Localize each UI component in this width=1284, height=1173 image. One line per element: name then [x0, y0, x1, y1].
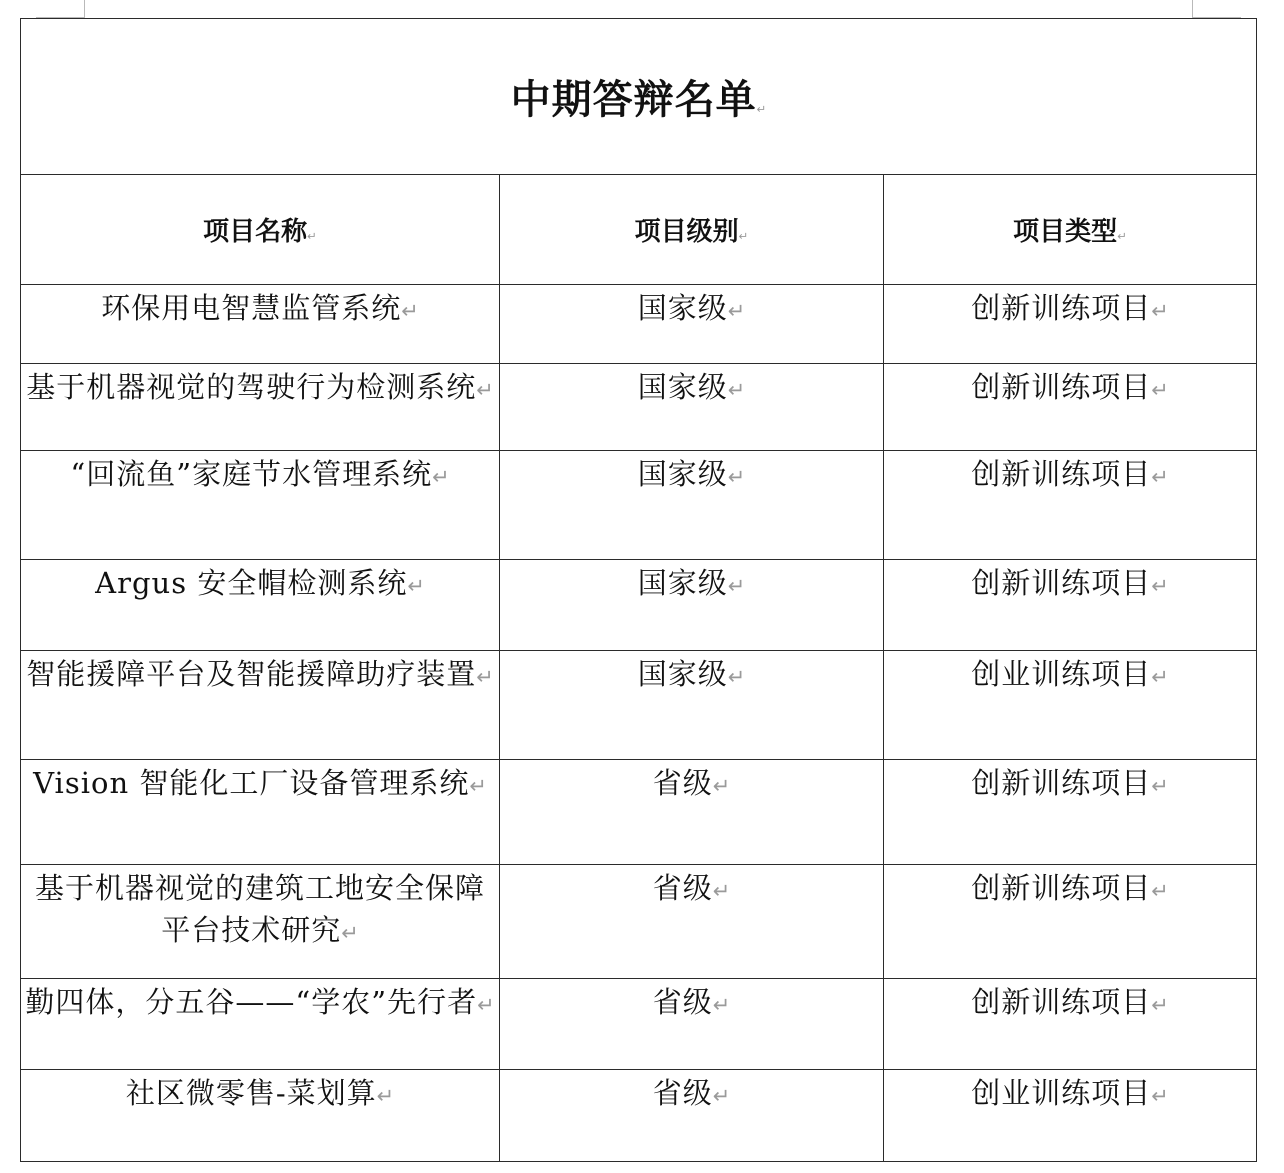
project-name-cell[interactable] [21, 865, 500, 979]
paragraph-mark-icon: ↵ [712, 993, 731, 1017]
table-row [21, 760, 1257, 865]
paragraph-mark-icon: ↵ [476, 378, 494, 402]
paragraph-mark-icon: ↵ [1151, 574, 1169, 598]
project-level: 省级 [652, 985, 713, 1019]
project-name: 环保用电智慧监管系统 [101, 291, 402, 325]
project-name-cell[interactable] [21, 979, 500, 1070]
project-type: 创业训练项目 [971, 657, 1152, 691]
project-type-cell[interactable] [884, 979, 1257, 1070]
paragraph-mark-icon: ↵ [727, 665, 746, 689]
project-name: “回流鱼”家庭节水管理系统 [70, 457, 433, 491]
title-cell[interactable] [21, 19, 1257, 175]
project-name: Argus 安全帽检测系统 [95, 566, 408, 600]
project-name-cell[interactable] [21, 1070, 500, 1162]
project-name: 勤四体，分五谷——“学农”先行者 [25, 985, 478, 1019]
paragraph-mark-icon: ↵ [1151, 1084, 1169, 1108]
paragraph-mark-icon: ↵ [1117, 229, 1127, 243]
project-type-cell[interactable] [884, 560, 1257, 651]
project-level: 国家级 [637, 291, 728, 325]
table-row [21, 651, 1257, 760]
table-row [21, 979, 1257, 1070]
project-level-cell[interactable] [500, 979, 884, 1070]
project-type-cell[interactable] [884, 1070, 1257, 1162]
paragraph-mark-icon: ↵ [727, 378, 746, 402]
header-cell-level[interactable] [500, 175, 884, 285]
paragraph-mark-icon: ↵ [727, 465, 746, 489]
title-row [21, 19, 1257, 175]
project-type: 创新训练项目 [971, 566, 1152, 600]
project-level: 省级 [652, 871, 713, 905]
header-row [21, 175, 1257, 285]
project-type-cell[interactable] [884, 451, 1257, 560]
project-level-cell[interactable] [500, 1070, 884, 1162]
project-name: 智能援障平台及智能援障助疗装置 [26, 657, 477, 691]
project-level-cell[interactable] [500, 760, 884, 865]
project-level-cell[interactable] [500, 451, 884, 560]
paragraph-mark-icon: ↵ [469, 774, 487, 798]
header-cell-name[interactable] [21, 175, 500, 285]
paragraph-mark-icon: ↵ [727, 574, 746, 598]
project-level: 国家级 [637, 566, 728, 600]
project-type: 创新训练项目 [971, 370, 1152, 404]
paragraph-mark-icon: ↵ [712, 774, 731, 798]
paragraph-mark-icon: ↵ [712, 879, 731, 903]
document-page [20, 18, 1256, 1161]
project-level-cell[interactable] [500, 560, 884, 651]
paragraph-mark-icon: ↵ [727, 299, 746, 323]
project-level-cell[interactable] [500, 364, 884, 451]
paragraph-mark-icon: ↵ [1151, 378, 1169, 402]
header-project-level: 项目级别 [634, 217, 739, 247]
header-cell-type[interactable] [884, 175, 1257, 285]
project-name: 基于机器视觉的驾驶行为检测系统 [26, 370, 477, 404]
project-name-cell[interactable] [21, 285, 500, 364]
project-type: 创新训练项目 [971, 291, 1152, 325]
project-name: 基于机器视觉的建筑工地安全保障平台技术研究 [34, 871, 485, 947]
project-type: 创新训练项目 [971, 871, 1152, 905]
paragraph-mark-icon: ↵ [307, 229, 317, 243]
paragraph-mark-icon: ↵ [1151, 299, 1169, 323]
paragraph-mark-icon: ↵ [1151, 665, 1169, 689]
paragraph-mark-icon: ↵ [1151, 879, 1169, 903]
crop-mark [84, 0, 85, 18]
project-name-cell[interactable] [21, 651, 500, 760]
project-level: 省级 [652, 1076, 713, 1110]
project-level-cell[interactable] [500, 865, 884, 979]
project-level: 国家级 [637, 657, 728, 691]
project-level: 省级 [652, 766, 713, 800]
paragraph-mark-icon: ↵ [401, 299, 419, 323]
project-type-cell[interactable] [884, 651, 1257, 760]
table-row [21, 560, 1257, 651]
table-row [21, 285, 1257, 364]
project-name-cell[interactable] [21, 364, 500, 451]
paragraph-mark-icon: ↵ [712, 1084, 731, 1108]
project-name-cell[interactable] [21, 560, 500, 651]
project-level-cell[interactable] [500, 651, 884, 760]
project-type-cell[interactable] [884, 285, 1257, 364]
project-level: 国家级 [637, 457, 728, 491]
project-name-cell[interactable] [21, 451, 500, 560]
project-name: 社区微零售-菜划算 [125, 1076, 377, 1110]
project-level: 国家级 [637, 370, 728, 404]
project-type-cell[interactable] [884, 364, 1257, 451]
project-type-cell[interactable] [884, 865, 1257, 979]
paragraph-mark-icon: ↵ [341, 921, 359, 945]
table-row [21, 865, 1257, 979]
paragraph-mark-icon: ↵ [477, 993, 495, 1017]
paragraph-mark-icon: ↵ [376, 1084, 395, 1108]
project-type: 创新训练项目 [971, 766, 1152, 800]
table-row [21, 451, 1257, 560]
project-name: Vision 智能化工厂设备管理系统 [33, 766, 470, 800]
project-type-cell[interactable] [884, 760, 1257, 865]
paragraph-mark-icon: ↵ [738, 229, 749, 243]
header-project-type: 项目类型 [1013, 217, 1118, 247]
paragraph-mark-icon: ↵ [432, 465, 450, 489]
table-row [21, 364, 1257, 451]
table-title: 中期答辩名单 [510, 77, 757, 123]
table-row [21, 1070, 1257, 1162]
defense-roster-table [20, 18, 1257, 1162]
project-level-cell[interactable] [500, 285, 884, 364]
paragraph-mark-icon: ↵ [476, 665, 494, 689]
header-project-name: 项目名称 [203, 217, 308, 247]
project-name-cell[interactable] [21, 760, 500, 865]
paragraph-mark-icon: ↵ [1151, 774, 1169, 798]
paragraph-mark-icon: ↵ [1151, 465, 1169, 489]
paragraph-mark-icon: ↵ [1151, 993, 1169, 1017]
paragraph-mark-icon: ↵ [756, 102, 767, 116]
project-type: 创新训练项目 [971, 985, 1152, 1019]
paragraph-mark-icon: ↵ [407, 574, 425, 598]
crop-mark [1192, 0, 1193, 18]
project-type: 创业训练项目 [971, 1076, 1152, 1110]
project-type: 创新训练项目 [971, 457, 1152, 491]
